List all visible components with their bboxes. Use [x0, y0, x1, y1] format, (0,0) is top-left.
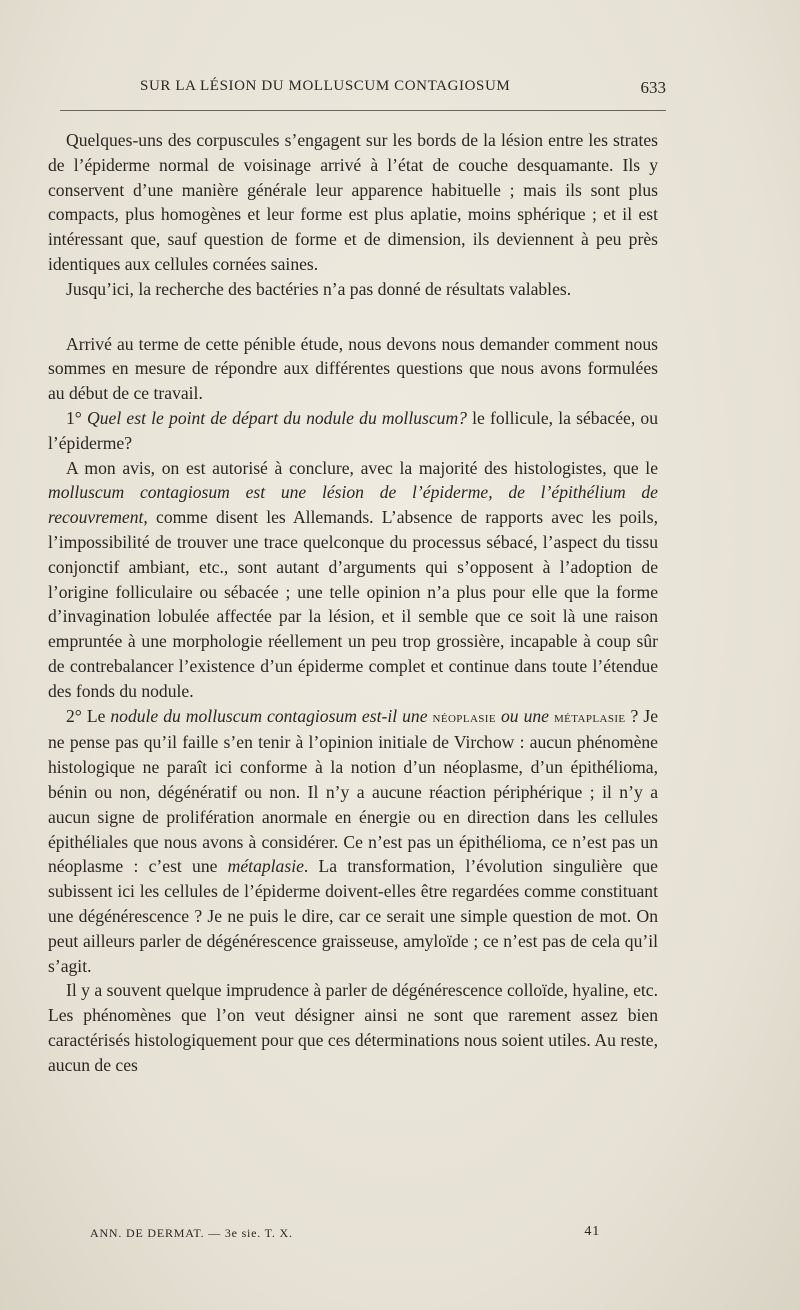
question-1-rest: le follicule, la sébacée, ou l’épiderme? — [48, 407, 658, 453]
paragraph-corpuscules: Quelques-uns des corpuscules s’engagent sur les bords de la lésion entre les strates de l’épiderme normal de voisinage arrivé à l’état de couche desquamante. Ils y conservent d’une manière générale leur apparence habituelle ; mais ils sont plus compacts, plus homogènes et leur forme est plus aplatie, moins sphérique ; et il est intéressant que, sauf question de forme et de dimension, ils deviennent à peu près identiques aux cellules cornées saines. — [48, 130, 658, 274]
signature-mark: 41 — [584, 1224, 600, 1239]
answer-2-rest: . La transformation, l’évolution singulière que subissent ici les cellules de l’épiderme doivent-elles être regardées comme constituant une dégénérescence ? Je ne puis le dire, car ce serait une simple question de mot. On peut ailleurs parler de dégénérescence graisseuse, amyloïde ; ce n’est pas de cela qu’il s’agit. — [48, 856, 658, 976]
paragraph-colloide: Il y a souvent quelque imprudence à parler de dégénérescence colloïde, hyaline, etc. Les phénomènes que l’on veut désigner ainsi ne sont que rarement assez bien caractérisés histologiquement pour que ces déterminations nous soient utiles. Au reste, aucun de ces — [48, 980, 658, 1075]
running-title: SUR LA LÉSION DU MOLLUSCUM CONTAGIOSUM — [140, 78, 511, 94]
answer-1-start: A mon avis, on est autorisé à conclure, avec la majorité des histologistes, que le — [66, 457, 658, 478]
paragraph-answer-1 — [48, 456, 658, 704]
question-2-text-a: nodule du molluscum contagiosum est-il une — [110, 705, 428, 726]
page-header — [60, 78, 666, 102]
question-1-number: 1° — [66, 407, 88, 428]
term-metaplasie: métaplasie — [553, 709, 626, 726]
body-text — [48, 128, 658, 1077]
page-footer — [90, 1224, 610, 1244]
answer-2-start: ? Je ne pense pas qu’il faille s’en tenir à l’opinion initiale de Virchow : aucun phénomène histologique ne paraît ici conforme à la notion d’un néoplasme, d’un épithélioma, bénin ou non, dégénératif ou non. Il n’y a aucune réaction périphérique ; il n’y a aucun signe de prolifération anormale en énergie ou en direction dans les cellules épithéliales que nous avons à considérer. Ce n’est pas un épithélioma, ce n’est pas un néoplasme : c’est une — [48, 705, 658, 877]
question-2-number: 2° Le — [66, 705, 111, 726]
answer-2-emphasis: métaplasie — [227, 856, 304, 877]
header-rule — [60, 110, 666, 111]
question-1-text: Quel est le point de départ du nodule du molluscum? — [87, 407, 467, 428]
paragraph-bacteries: Jusqu’ici, la recherche des bactéries n’a pas donné de résultats valables. — [66, 278, 572, 299]
answer-1-emphasis: molluscum contagiosum est une lésion de l’épiderme, de l’épithélium de recouvrement — [48, 482, 658, 528]
page-number: 633 — [640, 78, 666, 97]
answer-1-rest: , comme disent les Allemands. L’absence de rapports avec les poils, l’impossibilité de trouver une trace quelconque du processus sébacé, l’aspect du tissu conjonctif ambiant, etc., sont autant d’arguments qui s’opposent à l’adoption de l’origine folliculaire ou sébacée ; une telle opinion n’a plus pour elle que la forme d’invagination lobulée affectée par la lésion, et il semble que ce soit là une raison empruntée à une morphologie réellement un peu trop grossière, incapable à coup sûr de contrebalancer l’existence d’un épiderme complet et continue dans toute l’étendue des fonds du nodule. — [48, 507, 658, 701]
paragraph-question-2 — [48, 704, 658, 979]
paragraph-question-1 — [48, 406, 658, 456]
journal-reference: ANN. DE DERMAT. — 3e sie. T. X. — [90, 1226, 293, 1240]
question-2-text-b: ou une — [501, 705, 549, 726]
paragraph-conclusion-intro: Arrivé au terme de cette pénible étude, nous devons nous demander comment nous sommes en mesure de répondre aux différentes questions que nous avons formulées au début de ce travail. — [48, 333, 658, 404]
term-neoplasie: néoplasie — [432, 709, 496, 726]
